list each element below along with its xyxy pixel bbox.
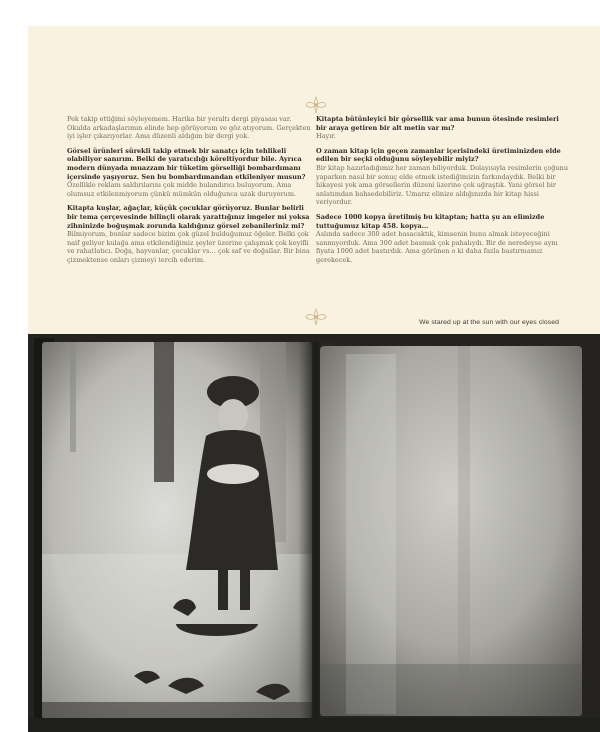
- question-text: Sadece 1000 kopya üretilmiş bu kitaptan; hatta şu an elimizde tuttuğumuz kitap 458. kopya…: [316, 212, 545, 230]
- book-spread-photo: [28, 334, 600, 732]
- fleuron-ornament-icon: [304, 308, 328, 326]
- qa-block: [316, 213, 568, 265]
- answer-text: Aslında sadece 300 adet basacaktık, kimsenin bunu almak isteyeceğini sanmıyorduk. Ama 300 adet basmak çok pahalıydı. Bir de neredeyse aynı fiyata 1000 adet bastırdık. Ama görünen o ki daha fazla bastırmamız gerekecek.: [316, 230, 558, 264]
- answer-text: Özellikle reklam saldırılarını çok midde bulandırıcı buluyorum. Ama olumsuz etkilenmiyorum çünkü mümkün olduğunca uzak duruyorum.: [67, 181, 297, 198]
- answer-text: Hayır.: [316, 132, 336, 141]
- qa-block: [67, 147, 315, 199]
- interview-column-left: [67, 115, 315, 271]
- qa-block: [316, 147, 568, 207]
- left-page-image: [42, 342, 312, 718]
- qa-block: [316, 115, 568, 141]
- photo-caption: We stared up at the sun with our eyes closed: [419, 319, 559, 326]
- magazine-page: [28, 26, 600, 732]
- qa-block: [67, 204, 315, 264]
- question-text: Kitapta kuşlar, ağaçlar, küçük çocuklar görüyoruz. Bunlar belirli bir tema çerçevesinde bilinçli olarak yarattığınız imgeler mi yoksa zihninizde boğuşmak zorunda kaldığınız görsel zebanileriniz mi?: [67, 204, 310, 230]
- question-text: O zaman kitap için geçen zamanlar içerisindeki üretiminizden elde edilen bir seçki olduğunu söyleyebilir miyiz?: [316, 146, 561, 164]
- interview-column-right: [316, 115, 568, 271]
- question-text: Görsel ürünleri sürekli takip etmek bir sanatçı için tehlikeli olabiliyor sanırım. Belki de yaratıcılığı köreltiyordur bile. Ayrıca modern dünyada muazzam bir tüketim görselliği bombardımanı içersinde yaşıyoruz. Sen bu bombardımandan etkileniyor musun?: [67, 146, 306, 181]
- question-text: Kitapta bütünleyici bir görsellik var ama bunun ötesinde resimleri bir araya getiren bir alt metin var mı?: [316, 115, 559, 132]
- answer-text: Bir kitap hazırladığımız her zaman biliyorduk. Dolayısıyla resimlerin çoğunu yaparken nasıl bir sonuç elde etmek istediğimizin farkındaydık. Belki bir hikayesi yok ama görsellerin düzeni üzerine çok uğraştık. Yani görsel bir anlatımdan bahsedebiliriz. Umarız elinize aldığınızda bir kitap hissi veriyordur.: [316, 163, 569, 207]
- answer-text: Bilmiyorum, bunlar sadece bizim çok güzel bulduğumuz öğeler. Belki çok naif geliyor kulağa ama etkilendiğimiz şeyler üzerine çalışmak çok keyifli ve rahatlatıcı. Doğa, hayvanlar, çocuklar vs… çok saf ve doğallar. Bir bina çizmektense onları çizmeyi tercih ederim.: [67, 230, 310, 264]
- fleuron-ornament-icon: [304, 96, 328, 114]
- qa-block: [67, 115, 315, 141]
- answer-text: Pek takip ettiğimi söyleyemem. Harika bir yeraltı dergi piyasası var. Okulda arkadaşlarımın elinde hep görüyorum ve göz atıyorum. Gerçekten iyi işler çıkarıyorlar. Ama düzenli aldığım bir dergi yok.: [67, 115, 311, 141]
- right-page-image: [320, 346, 582, 716]
